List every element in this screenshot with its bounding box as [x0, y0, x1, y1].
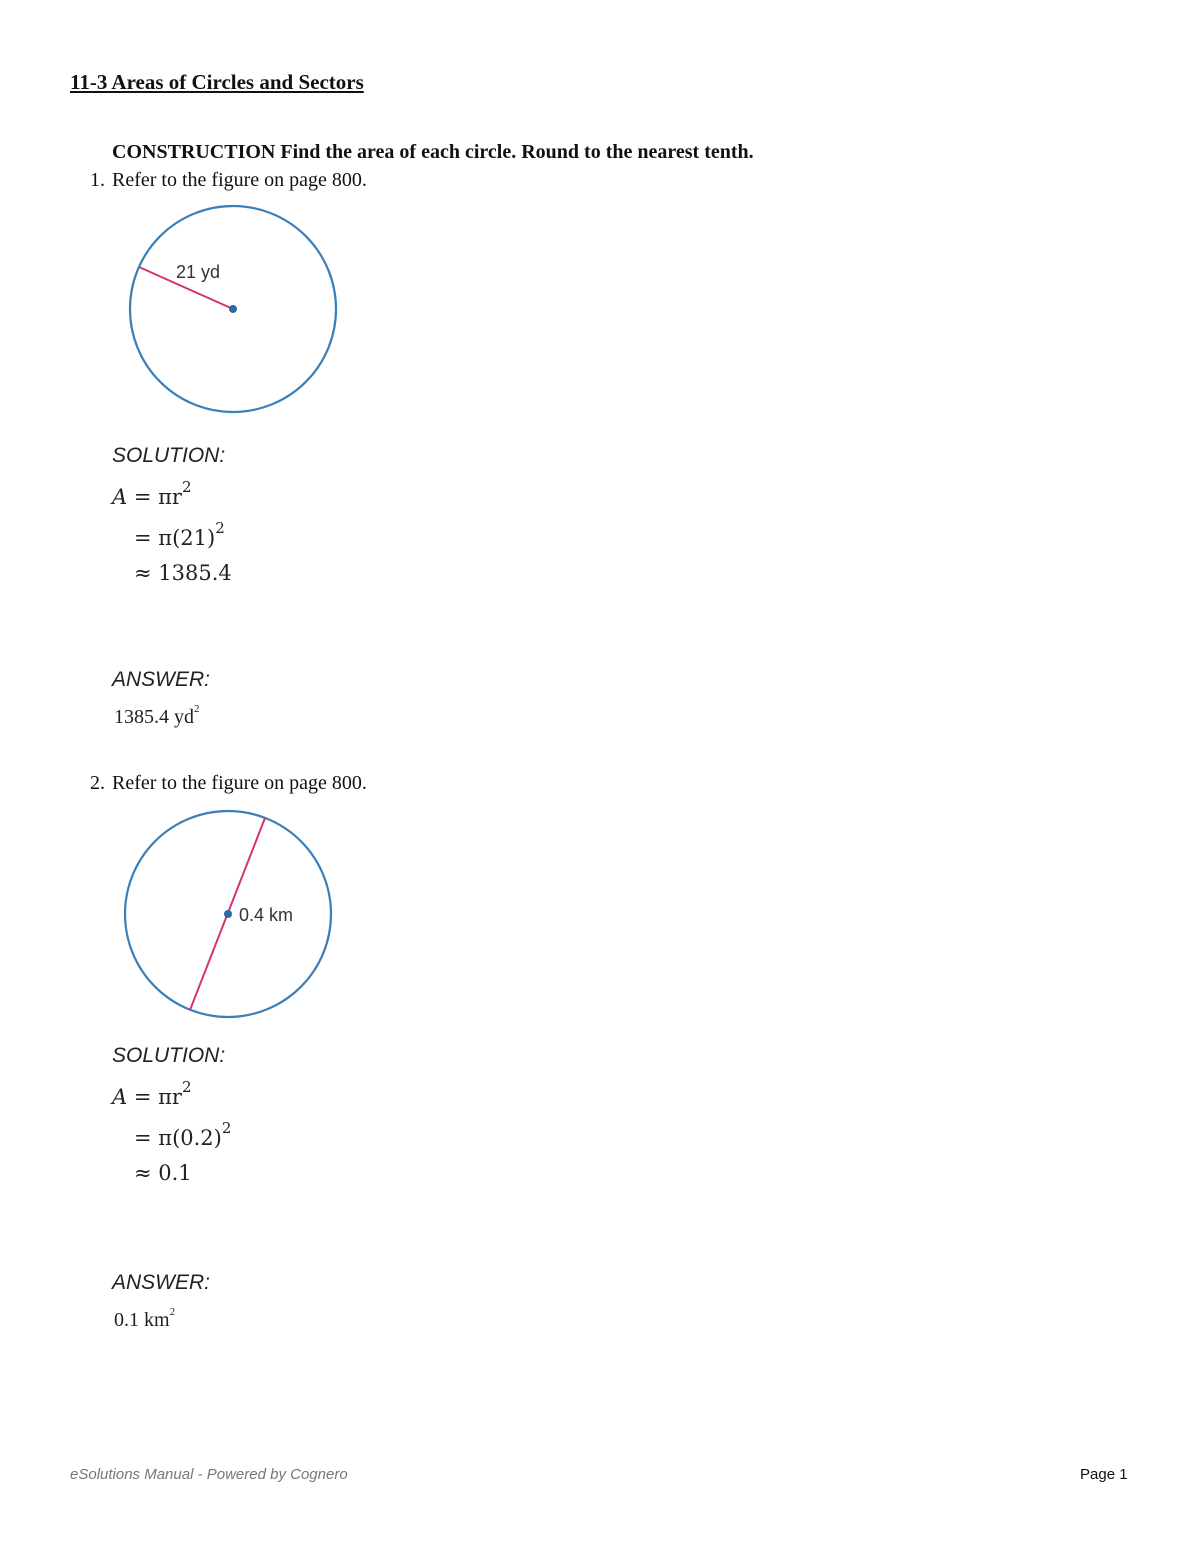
circle-1-radius-label: 21 yd	[176, 262, 221, 282]
solution-1-heading: SOLUTION:	[112, 444, 226, 467]
section-instruction: CONSTRUCTION Find the area of each circle. Round to the nearest tenth.	[112, 141, 754, 163]
solution-1-eq1-rhs: = πr	[133, 485, 182, 509]
solution-1-eq2-exp: 2	[215, 519, 225, 537]
solution-2-eq1-exp: 2	[181, 1078, 192, 1096]
circle-figure-1	[118, 195, 358, 425]
answer-2-exp: 2	[169, 1306, 176, 1319]
footer-page-number: Page 1	[1080, 1466, 1128, 1483]
answer-1-value	[114, 703, 200, 729]
solution-2-eq1-lhs: A	[112, 1085, 128, 1109]
solution-2-eq2-exp: 2	[221, 1119, 232, 1137]
solution-1-eq3: ≈ 1385.4	[134, 561, 232, 585]
answer-2-text: 0.1 km	[114, 1309, 170, 1331]
circle-2-diameter-label: 0.4 km	[239, 905, 294, 925]
solution-1-eq1	[112, 478, 192, 509]
answer-1-text: 1385.4 yd	[114, 706, 194, 728]
answer-2-heading: ANSWER:	[112, 1271, 211, 1294]
question-1-prompt: Refer to the figure on page 800.	[112, 169, 367, 191]
answer-1-exp: 2	[194, 703, 200, 716]
solution-1-eq1-lhs: A	[112, 485, 128, 509]
circle-2-center	[224, 910, 232, 918]
question-1-number: 1.	[90, 169, 105, 191]
solution-2-eq2-text: = π(0.2)	[134, 1126, 222, 1150]
question-2-number: 2.	[90, 772, 105, 794]
page-title: 11-3 Areas of Circles and Sectors	[70, 70, 364, 94]
circle-figure-2	[113, 800, 353, 1030]
solution-2-eq1-rhs: = πr	[133, 1085, 182, 1109]
solution-1-eq1-exp: 2	[181, 478, 192, 496]
solution-2-eq3: ≈ 0.1	[134, 1161, 192, 1185]
answer-2-value	[114, 1306, 176, 1332]
solution-2-eq2	[134, 1119, 232, 1150]
circle-1-center	[229, 305, 237, 313]
question-1	[90, 169, 367, 192]
footer-publisher: eSolutions Manual - Powered by Cognero	[70, 1466, 348, 1483]
answer-1-heading: ANSWER:	[112, 668, 211, 691]
solution-1-eq2-text: = π(21)	[134, 526, 216, 550]
solution-1-eq2	[134, 519, 225, 550]
solution-2-eq1	[112, 1078, 192, 1109]
question-2	[90, 772, 367, 795]
question-2-prompt: Refer to the figure on page 800.	[112, 772, 367, 794]
solution-2-heading: SOLUTION:	[112, 1044, 226, 1067]
